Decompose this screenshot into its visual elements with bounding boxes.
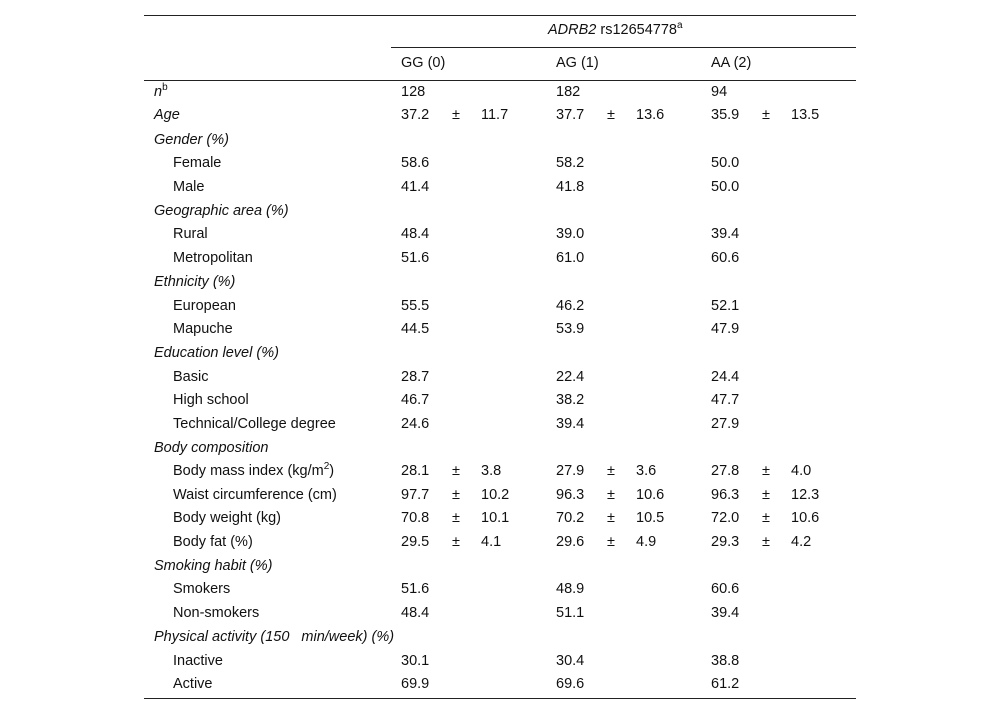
mean-value: 97.7 [401, 487, 430, 503]
genotype-header-aa: AA (2) [711, 55, 752, 71]
section-title: Body composition [154, 440, 269, 456]
sd-value: 13.5 [791, 107, 820, 123]
percent-value: 58.6 [401, 155, 430, 171]
percent-value: 39.4 [711, 226, 740, 242]
mean-value: 28.1 [401, 463, 430, 479]
table-row-age [144, 104, 856, 127]
percent-value: 30.4 [556, 653, 585, 669]
row-label-text: Male [173, 179, 205, 195]
sd-value: 12.3 [791, 487, 820, 503]
row-label-text: Female [173, 155, 222, 171]
percent-value: 39.0 [556, 226, 585, 242]
section-header [144, 437, 856, 460]
mean-value: 70.2 [556, 510, 585, 526]
section-header [144, 555, 856, 578]
sd-value: 10.6 [636, 487, 665, 503]
mean-value: 27.8 [711, 463, 740, 479]
plus-minus: ± [607, 107, 615, 123]
section-title [154, 626, 394, 649]
percent-value: 38.8 [711, 653, 740, 669]
percent-value: 50.0 [711, 155, 740, 171]
percent-value: 60.6 [711, 250, 740, 266]
section-title: Gender (%) [154, 132, 229, 148]
n-label: n [154, 84, 163, 100]
plus-minus: ± [452, 534, 460, 550]
percent-value: 69.9 [401, 676, 430, 692]
plus-minus: ± [762, 107, 770, 123]
percent-value: 58.2 [556, 155, 585, 171]
table-row [144, 484, 856, 507]
percent-value: 53.9 [556, 321, 585, 337]
mean-value: 27.9 [556, 463, 585, 479]
plus-minus: ± [762, 534, 770, 550]
row-label-text: Body fat (%) [173, 534, 253, 550]
section-title: Geographic area (%) [154, 203, 289, 219]
table-row [144, 152, 856, 175]
row-label-n [154, 81, 168, 104]
table-row [144, 223, 856, 246]
table-row [144, 673, 856, 696]
section-header [144, 129, 856, 152]
table-row [144, 176, 856, 199]
mean-value: 29.5 [401, 534, 430, 550]
section-title-part: min/week) (%) [301, 629, 395, 645]
table-row [144, 460, 856, 483]
plus-minus: ± [452, 510, 460, 526]
section-header [144, 271, 856, 294]
row-label-text: Body weight (kg) [173, 510, 281, 526]
percent-value: 51.6 [401, 581, 430, 597]
sd-value: 3.6 [636, 463, 657, 479]
table-row [144, 413, 856, 436]
table-row [144, 578, 856, 601]
table-row [144, 318, 856, 341]
percent-value: 44.5 [401, 321, 430, 337]
percent-value: 48.9 [556, 581, 585, 597]
plus-minus: ± [452, 487, 460, 503]
percent-value: 38.2 [556, 392, 585, 408]
percent-value: 24.6 [401, 416, 430, 432]
sd-value: 11.7 [481, 107, 509, 123]
row-label-text: Active [173, 676, 213, 692]
row-label [173, 413, 336, 436]
row-label [173, 673, 213, 696]
plus-minus: ± [452, 107, 460, 123]
plus-minus: ± [762, 510, 770, 526]
percent-value: 128 [401, 84, 426, 100]
section-title: Ethnicity (%) [154, 274, 236, 290]
percent-value: 182 [556, 84, 581, 100]
sd-value: 4.0 [791, 463, 812, 479]
section-title-part: Physical activity (150 [154, 629, 290, 645]
row-label-text: Non-smokers [173, 605, 260, 621]
percent-value: 61.2 [711, 676, 740, 692]
row-label-text: Technical/College degree [173, 416, 336, 432]
gene-name: ADRB2 [548, 22, 597, 38]
row-label-text: Rural [173, 226, 208, 242]
sd-value: 13.6 [636, 107, 665, 123]
table-row [144, 602, 856, 625]
row-label-text: European [173, 298, 236, 314]
table-row [144, 531, 856, 554]
mean-value: 96.3 [556, 487, 585, 503]
snp-footnote-mark: a [676, 20, 683, 32]
percent-value: 51.6 [401, 250, 430, 266]
row-label [173, 531, 253, 554]
row-label-text: Metropolitan [173, 250, 253, 266]
sd-value: 4.2 [791, 534, 812, 550]
plus-minus: ± [607, 510, 615, 526]
row-label [173, 484, 337, 507]
mean-value: 29.3 [711, 534, 740, 550]
percent-value: 46.7 [401, 392, 430, 408]
plus-minus: ± [762, 463, 770, 479]
row-label [173, 507, 281, 530]
row-label [173, 223, 208, 246]
sd-value: 10.1 [481, 510, 510, 526]
sd-value: 10.2 [481, 487, 510, 503]
percent-value: 48.4 [401, 605, 430, 621]
genotype-header-gg: GG (0) [401, 55, 446, 71]
table-row [144, 366, 856, 389]
plus-minus: ± [607, 534, 615, 550]
row-label-text: Smokers [173, 581, 231, 597]
percent-value: 39.4 [556, 416, 585, 432]
table-row [144, 650, 856, 673]
row-label [173, 366, 208, 389]
row-label-text: Mapuche [173, 321, 233, 337]
sd-value: 10.5 [636, 510, 665, 526]
percent-value: 39.4 [711, 605, 740, 621]
row-label-text: Body mass index (kg/m [173, 463, 324, 479]
genotype-header-ag: AG (1) [556, 55, 599, 71]
percent-value: 30.1 [401, 653, 430, 669]
sd-value: 4.9 [636, 534, 657, 550]
row-label [173, 295, 236, 318]
row-label [173, 389, 249, 412]
plus-minus: ± [452, 463, 460, 479]
section-header [144, 200, 856, 223]
percent-value: 46.2 [556, 298, 585, 314]
table-bottom-rule [144, 698, 856, 699]
mean-value: 35.9 [711, 107, 740, 123]
table-row [144, 295, 856, 318]
percent-value: 27.9 [711, 416, 740, 432]
percent-value: 51.1 [556, 605, 585, 621]
sd-value: 10.6 [791, 510, 820, 526]
row-label-text: Basic [173, 369, 209, 385]
row-label [173, 460, 334, 483]
mean-value: 96.3 [711, 487, 740, 503]
section-header [144, 626, 856, 649]
row-label [173, 176, 204, 199]
percent-value: 28.7 [401, 369, 430, 385]
percent-value: 55.5 [401, 298, 430, 314]
sd-value: 4.1 [481, 534, 502, 550]
row-label-text: Inactive [173, 653, 223, 669]
percent-value: 41.8 [556, 179, 585, 195]
percent-value: 47.7 [711, 392, 740, 408]
header-gene-title [548, 19, 683, 42]
header-group-rule [391, 47, 856, 48]
percent-value: 22.4 [556, 369, 585, 385]
plus-minus: ± [607, 463, 615, 479]
percent-value: 48.4 [401, 226, 430, 242]
percent-value: 94 [711, 84, 728, 100]
row-label [173, 318, 233, 341]
mean-value: 37.2 [401, 107, 430, 123]
row-label-age: Age [154, 107, 180, 123]
mean-value: 70.8 [401, 510, 430, 526]
row-label-tail: ) [329, 463, 335, 479]
table-row-n [144, 81, 856, 104]
plus-minus: ± [607, 487, 615, 503]
row-label [173, 650, 223, 673]
percent-value: 52.1 [711, 298, 740, 314]
section-title: Smoking habit (%) [154, 558, 273, 574]
percent-value: 47.9 [711, 321, 740, 337]
mean-value: 29.6 [556, 534, 585, 550]
demographics-table [144, 0, 856, 715]
table-top-rule [144, 15, 856, 16]
percent-value: 60.6 [711, 581, 740, 597]
header-gene-row [144, 19, 856, 42]
row-label-text: Waist circumference (cm) [173, 487, 337, 503]
percent-value: 61.0 [556, 250, 585, 266]
table-row [144, 247, 856, 270]
table-row [144, 507, 856, 530]
section-header [144, 342, 856, 365]
percent-value: 50.0 [711, 179, 740, 195]
mean-value: 37.7 [556, 107, 585, 123]
table-row [144, 389, 856, 412]
sd-value: 3.8 [481, 463, 502, 479]
snp-id: rs12654778 [596, 22, 677, 38]
row-label [173, 578, 230, 601]
plus-minus: ± [762, 487, 770, 503]
row-label-text: High school [173, 392, 249, 408]
unit-superscript: 2 [323, 461, 330, 473]
percent-value: 24.4 [711, 369, 740, 385]
percent-value: 69.6 [556, 676, 585, 692]
percent-value: 41.4 [401, 179, 430, 195]
row-label [173, 152, 221, 175]
row-label [173, 247, 253, 270]
mean-value: 72.0 [711, 510, 740, 526]
n-footnote-mark: b [162, 82, 168, 94]
row-label [173, 602, 259, 625]
section-title: Education level (%) [154, 345, 279, 361]
header-genotype-row [144, 52, 856, 75]
